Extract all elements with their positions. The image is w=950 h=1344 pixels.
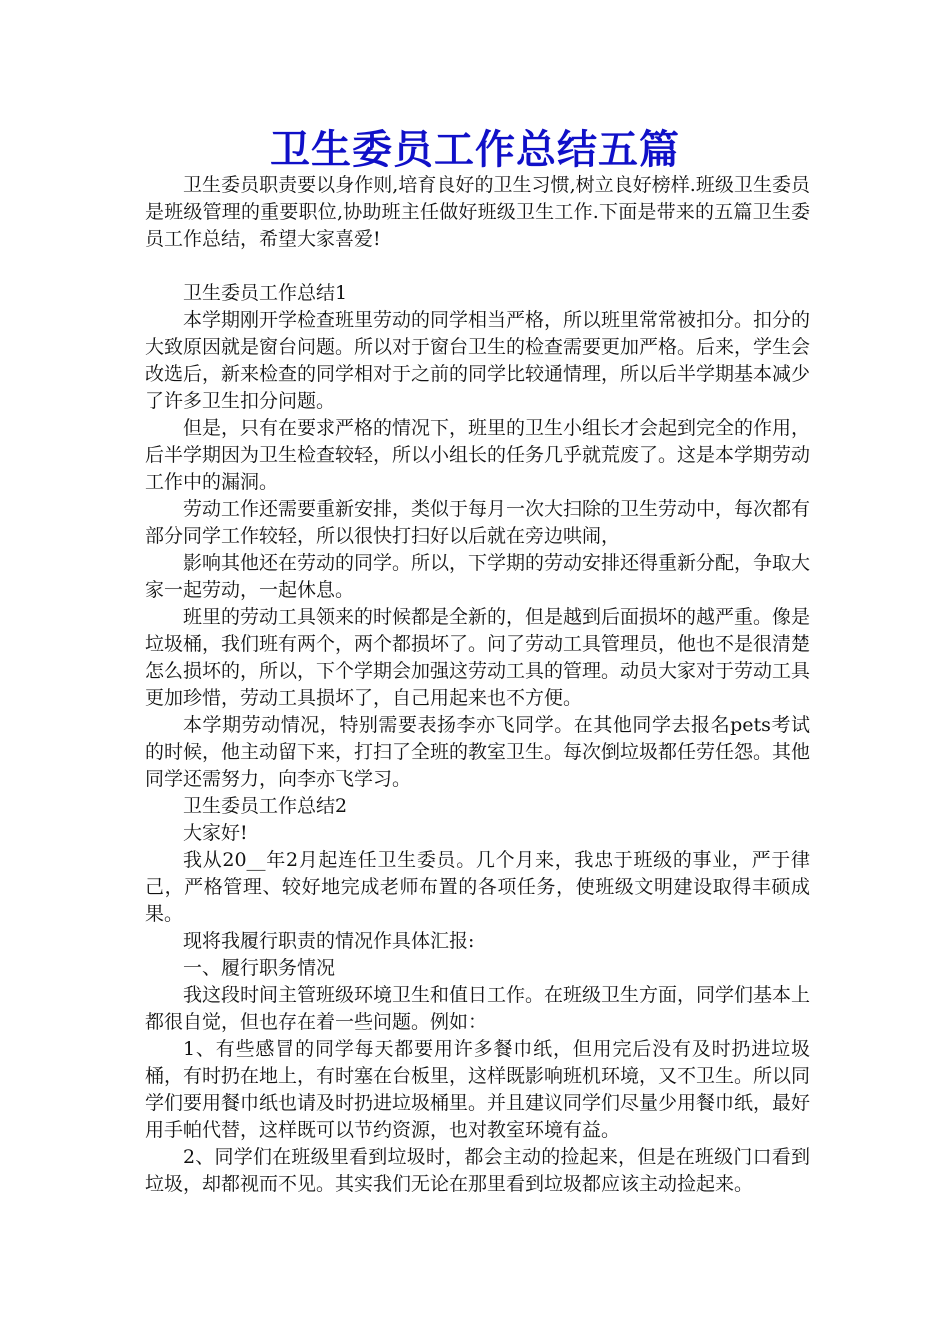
list-item: 1、有些感冒的同学每天都要用许多餐巾纸，但用完后没有及时扔进垃圾桶，有时扔在地上，有时塞在台板里，这样既影响班机环境，又不卫生。所以同学们要用餐巾纸也请及时扔进垃圾桶里。并且建议同学们尽量少用餐巾纸，最好用手帕代替，这样既可以节约资源，也对教室环境有益。: [145, 1038, 811, 1141]
paragraph: 但是，只有在要求严格的情况下，班里的卫生小组长才会起到完全的作用，后半学期因为卫生检查较轻，所以小组长的任务几乎就荒废了。这是本学期劳动工作中的漏洞。: [145, 417, 811, 493]
paragraph: 我从20__年2月起连任卫生委员。几个月来，我忠于班级的事业，严于律己，严格管理、较好地完成老师布置的各项任务，使班级文明建设取得丰硕成果。: [145, 849, 810, 925]
paragraph: 我这段时间主管班级环境卫生和值日工作。在班级卫生方面，同学们基本上都很自觉，但也存在着一些问题。例如：: [145, 984, 811, 1033]
document-title: 卫生委员工作总结五篇: [270, 126, 680, 173]
section-heading-2: 卫生委员工作总结2: [183, 795, 348, 817]
document-body: [145, 172, 810, 1198]
intro-paragraph: 卫生委员职责要以身作则,培育良好的卫生习惯,树立良好榜样.班级卫生委员是班级管理的重要职位,协助班主任做好班级卫生工作.下面是带来的五篇卫生委员工作总结，希望大家喜爱!: [145, 174, 810, 250]
paragraph: 影响其他还在劳动的同学。所以，下学期的劳动安排还得重新分配，争取大家一起劳动，一起休息。: [145, 552, 811, 601]
paragraph: 现将我履行职责的情况作具体汇报:: [183, 930, 475, 952]
paragraph: 本学期劳动情况，特别需要表扬李亦飞同学。在其他同学去报名pets考试的时候，他主动留下来，打扫了全班的教室卫生。每次倒垃圾都任劳任怨。其他同学还需努力，向李亦飞学习。: [145, 714, 811, 790]
paragraph: 班里的劳动工具领来的时候都是全新的，但是越到后面损坏的越严重。像是垃圾桶，我们班有两个，两个都损坏了。问了劳动工具管理员，他也不是很清楚怎么损坏的，所以，下个学期会加强这劳动工具的管理。动员大家对于劳动工具更加珍惜，劳动工具损坏了，自己用起来也不方便。: [145, 606, 811, 709]
paragraph: 劳动工作还需要重新安排，类似于每月一次大扫除的卫生劳动中，每次都有部分同学工作较轻，所以很快打扫好以后就在旁边哄闹，: [145, 498, 811, 547]
paragraph: 本学期刚开学检查班里劳动的同学相当严格，所以班里常常被扣分。扣分的大致原因就是窗台问题。所以对于窗台卫生的检查需要更加严格。后来，学生会改选后，新来检查的同学相对于之前的同学比较通情理，所以后半学期基本减少了许多卫生扣分问题。: [145, 309, 811, 412]
list-item: 2、同学们在班级里看到垃圾时，都会主动的捡起来，但是在班级门口看到垃圾，却都视而不见。其实我们无论在那里看到垃圾都应该主动捡起来。: [145, 1146, 810, 1195]
greeting: 大家好!: [183, 822, 248, 844]
subheading: 一、履行职务情况: [183, 957, 336, 979]
section-heading-1: 卫生委员工作总结1: [183, 282, 348, 304]
paragraph-gap: [145, 253, 810, 280]
